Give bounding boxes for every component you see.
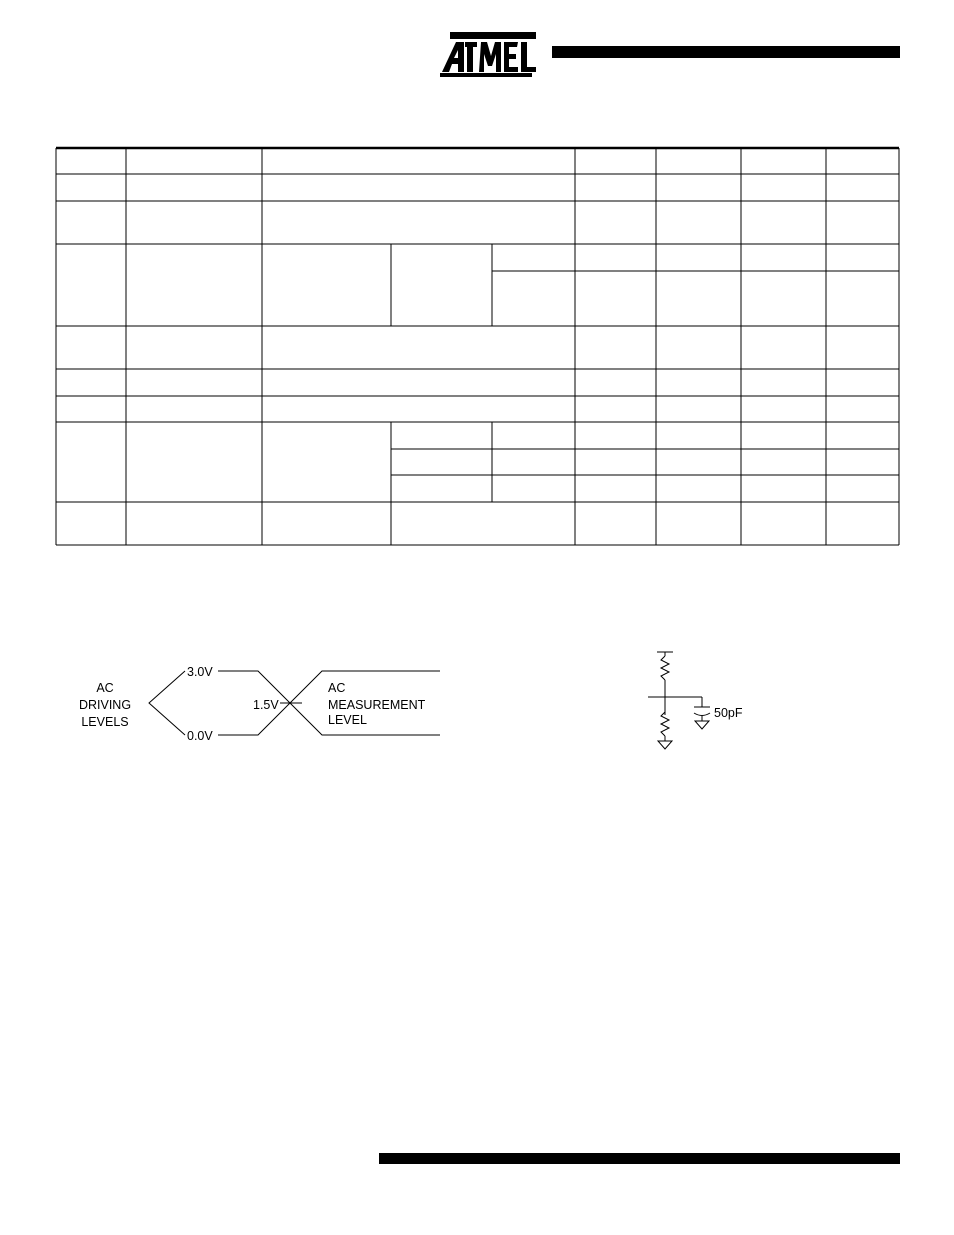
measurement-label-line-2: MEASUREMENT <box>328 698 426 712</box>
pullup-resistor <box>661 656 669 680</box>
ac-driving-levels-diagram <box>79 665 440 743</box>
pulldown-resistor <box>661 712 669 736</box>
capacitor-value-label: 50pF <box>714 706 743 720</box>
measurement-label-line-3: LEVEL <box>328 713 367 727</box>
high-level-label: 3.0V <box>187 665 213 679</box>
measurement-label-line-1: AC <box>328 681 346 695</box>
capacitor-plate-bottom <box>694 713 710 716</box>
driving-label-line-1: AC <box>96 681 114 695</box>
driving-label-line-3: LEVELS <box>81 715 129 729</box>
footer-rule <box>379 1153 900 1164</box>
driving-label-line-2: DRIVING <box>78 698 132 712</box>
ground-symbol <box>658 741 672 749</box>
cap-ground-symbol <box>695 721 709 729</box>
low-level-label: 0.0V <box>187 729 213 743</box>
output-load-circuit <box>648 652 710 749</box>
driving-bracket <box>149 671 185 735</box>
mid-level-label: 1.5V <box>253 698 279 712</box>
